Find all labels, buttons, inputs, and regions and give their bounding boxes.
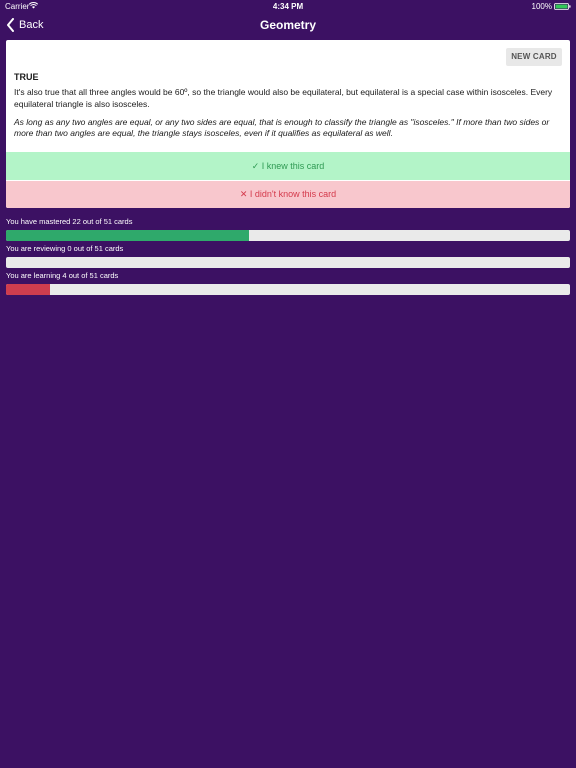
nav-bar	[0, 13, 576, 37]
card-note-text: As long as any two angles are equal, or any two sides are equal, that is enough to classify the triangle as "isosceles." If more than two sides or more than two angles are equal, the triangle stays isosceles, even if it qualifies as equilateral as well.	[14, 117, 550, 138]
learning-label: You are learning 4 out of 51 cards	[6, 271, 119, 280]
learning-progress-bar	[6, 284, 570, 295]
page-title: Geometry	[259, 18, 317, 32]
reviewing-progress-bar	[6, 257, 570, 268]
learning-progress-fill	[6, 284, 50, 295]
new-card-button[interactable]: NEW CARD	[506, 48, 562, 66]
card-answer-text: It's also true that all three angles would be 60º, so the triangle would also be equilateral, but equilateral is a special case within isosceles. Every equilateral triangle is also isosceles.	[14, 87, 553, 109]
back-label[interactable]: Back	[19, 19, 44, 31]
card-answer-heading: TRUE	[14, 72, 39, 82]
mastered-progress-bar	[6, 230, 570, 241]
mastered-progress-fill	[6, 230, 249, 241]
flashcard	[6, 40, 570, 208]
battery-icon	[554, 3, 571, 10]
mastered-label: You have mastered 22 out of 51 cards	[6, 217, 133, 226]
status-time: 4:34 PM	[272, 2, 304, 11]
carrier-label: Carrier	[5, 2, 30, 11]
reviewing-label: You are reviewing 0 out of 51 cards	[6, 244, 124, 253]
status-bar	[0, 0, 576, 13]
knew-card-button[interactable]: ✓ I knew this card	[6, 152, 570, 180]
didnt-know-card-button[interactable]: ✕ I didn't know this card	[6, 181, 570, 208]
battery-percent: 100%	[531, 2, 552, 11]
